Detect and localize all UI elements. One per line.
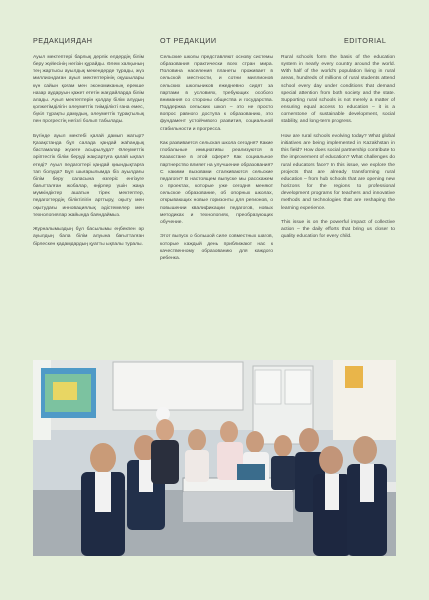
paragraph-en-3: This issue is on the powerful impact of collective action – the daily efforts that bring us closer to quality education for every child.: [281, 220, 395, 240]
paragraph-ru-3: Этот выпуск о большой силе совместных шагов, которые каждый день приближают нас к качественному образованию для каждого ребенка.: [160, 234, 273, 261]
paragraph-ru-1: Сельские школы представляют основу системы образования практически всех стран мира. Половина населения планеты проживает в сельской местности, и сотни миллионов сельских школьников ежедневно сидят за партами в условиях, требующих особого внимания со стороны общества и государства. Поддержка сельских школ – это не просто вопрос равного доступа к образованию, это фундамент устойчивого развития, социальной стабильности и прогресса.: [160, 55, 273, 132]
column-english: [281, 54, 395, 248]
paragraph-kz-1: Ауыл мектептері барлық дерлік елдердің білім беру жүйесінің негізін құрайды. Әлем халқының тең жартысы ауылдық мекендерде тұрады, жүз миллиондаған ауыл мектептерінің оқушылары күн сайын қоғам мен экономиканың ерекше назар аударуын қажет ететін жағдайларда білім алады. Ауыл мектептерін қолдау білім алудың қолжетімділігін әлеуметтік тиімділікті ғана емес, бүкіл тұрақты дамудың, әлеуметтік тұрақтылық пен прогрестің негізгі болып табылады.: [33, 55, 144, 125]
paragraph-ru-2: Как развивается сельская школа сегодня? Какие глобальные инициативы реализуются в Казахстане в этой сфере? Как социальное партнерство влияет на улучшение образования? С какими вызовами сталкиваются сельские педагоги? В настоящем выпуске мы расскажем о проектах, которые уже сегодня меняют сельское образование, об опорных школах, открывающих новые горизонты для регионов, о повышении квалификации педагогов, новых методиках и технологиях, преобразующих обучение.: [160, 141, 273, 225]
paragraph-en-2: How are rural schools evolving today? What global initiatives are being implemented in Kazakhstan in this field? How does social partnership contribute to the improvement of education? What challenges do rural educators face? In this issue, we explore the projects that are already transforming rural education – from hub schools that are opening new horizons for the regions to professional development programs for teachers and innovative methods and technologies that are reshaping the learning experience.: [281, 133, 395, 211]
header-kazakh: РЕДАКЦИЯДАН: [33, 36, 93, 45]
paragraph-kz-3: Журналымыздың бұл басылымы еңбекпен әр ауылдың бала білім алуына бағытталған бірлескен қадамдардың қуатты ықпалы туралы.: [33, 227, 144, 247]
header-english: EDITORIAL: [344, 36, 387, 45]
column-kazakh: [33, 54, 144, 255]
column-russian: [160, 54, 273, 269]
paragraph-kz-2: Бүгінде ауыл мектебі қалай дамып жатыр? Қазақстанда бұл салада қандай жаһандық бастамалар жүзеге асырылуда? Әлеуметтік әріптестік білім беруді жақсартуға қалай ықпал етеді? Ауыл педагогтері қандай қиындықтарға тап болуда? Бұл шығарылымда біз ауылдағы білім беру саласына өзгеріс енгізуге бағытталған жобалар, өңірлер үшін жаңа мүмкіндіктер ашатын тірек мектептер, педагогтердің біліктілігін арттыру, оқыту мен оқытудағы инновациялық әдістемелер мен технологиялар жайында баяндаймыз.: [33, 133, 144, 218]
classroom-photo: [33, 360, 396, 556]
header-russian: ОТ РЕДАКЦИИ: [160, 36, 217, 45]
paragraph-en-1: Rural schools form the basis of the education system in nearly every country around the world. With half of the world's population living in rural areas, hundreds of millions of rural students attend school every day under conditions that demand special attention from both society and the state. Supporting rural schools is not merely a matter of ensuring equal access to education – it is a cornerstone of sustainable development, social stability, and long-term progress.: [281, 55, 395, 125]
